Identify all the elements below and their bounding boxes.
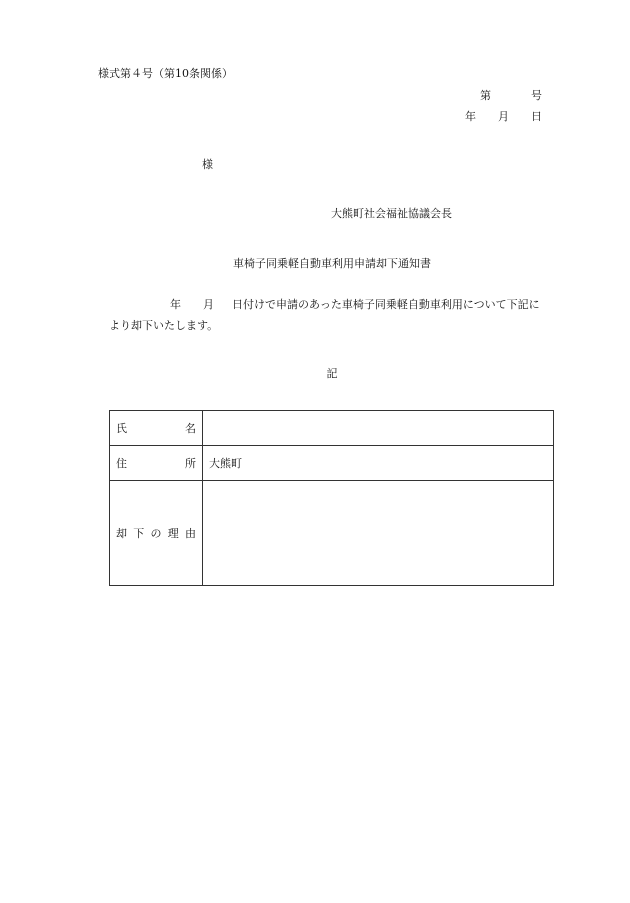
date-year: 年 <box>465 110 476 123</box>
name-label-char: 名 <box>185 422 196 435</box>
address-value: 大熊町 <box>209 457 242 470</box>
body-month: 月 <box>203 298 214 311</box>
table-row-address <box>110 446 554 481</box>
reason-label-char: 理 <box>167 527 179 540</box>
form-number-label: 様式第４号（第10条関係） <box>98 67 233 80</box>
body-line-2: より却下いたします。 <box>109 319 219 332</box>
body-year: 年 <box>170 298 181 311</box>
body-line-1 <box>170 298 540 312</box>
number-suffix: 号 <box>531 89 542 102</box>
table-row-reason <box>110 481 554 586</box>
document-number-line <box>480 89 542 103</box>
details-table <box>109 410 554 586</box>
addressee-suffix: 様 <box>202 158 213 171</box>
date-month: 月 <box>498 110 509 123</box>
number-prefix: 第 <box>480 89 491 102</box>
table-row-name <box>110 411 554 446</box>
name-label-char: 氏 <box>116 422 127 435</box>
reason-label-char: 却 <box>116 527 127 540</box>
reason-label-cell <box>110 481 203 586</box>
issue-date-line <box>465 110 542 124</box>
reason-label-char: の <box>150 527 162 540</box>
name-value-cell[interactable] <box>203 411 554 446</box>
document-title: 車椅子同乗軽自動車利用申請却下通知書 <box>233 257 431 270</box>
reason-value-cell[interactable] <box>203 481 554 586</box>
address-label-char: 住 <box>116 457 127 470</box>
address-label-cell <box>110 446 203 481</box>
ki-heading: 記 <box>326 367 338 380</box>
reason-label-char: 由 <box>185 527 196 540</box>
body-line1-rest: 日付けで申請のあった車椅子同乗軽自動車利用について下記に <box>232 298 540 311</box>
reason-label-char: 下 <box>133 527 145 540</box>
sender-title: 大熊町社会福祉協議会長 <box>331 207 452 220</box>
address-value-cell[interactable] <box>203 446 554 481</box>
name-label-cell <box>110 411 203 446</box>
address-label-char: 所 <box>185 457 196 470</box>
date-day: 日 <box>531 110 542 123</box>
